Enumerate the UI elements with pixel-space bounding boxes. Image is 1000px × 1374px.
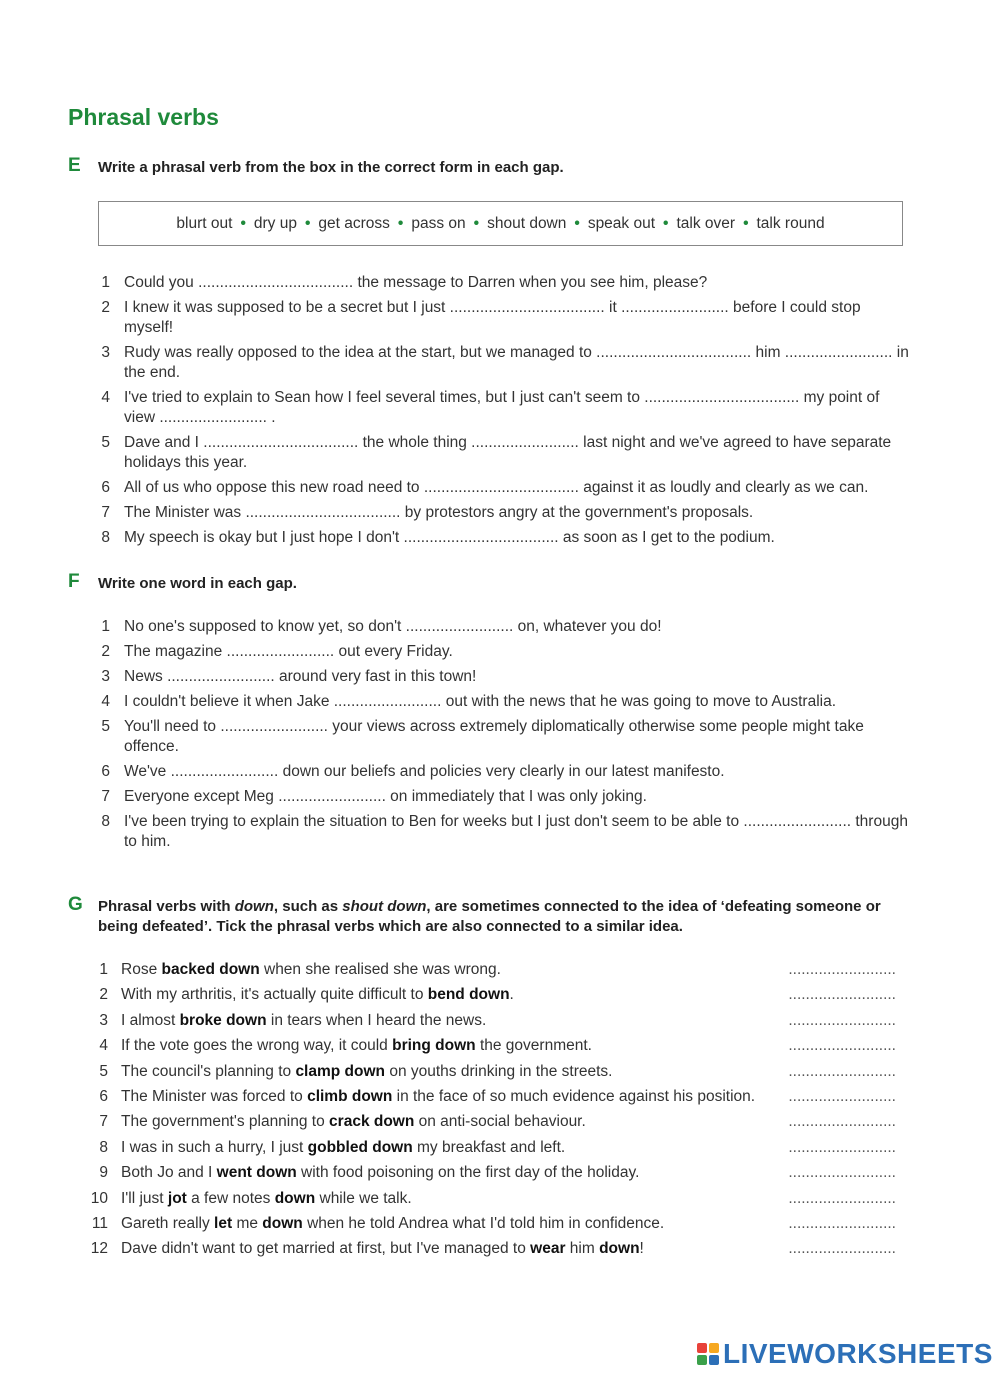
section-letter: G [68, 894, 83, 915]
section-instruction: Write a phrasal verb from the box in the correct form in each gap. [98, 159, 564, 176]
item-text: Both Jo and I went down with food poisoning on the first day of the holiday. [121, 1164, 640, 1182]
item-text: If the vote goes the wrong way, it could bring down the government. [121, 1037, 592, 1055]
section-letter: F [68, 571, 80, 592]
section-g-header [68, 894, 888, 937]
item-text: I knew it was supposed to be a secret but I just .................................... it ......................... before I could stop myself! [124, 299, 861, 336]
exercise-item [92, 812, 912, 852]
word-box [98, 201, 903, 246]
tick-item [84, 1062, 904, 1087]
item-number: 7 [99, 1113, 108, 1131]
logo-text: LIVEWORKSHEETS [723, 1338, 993, 1369]
phrasal-verb: backed down [161, 961, 260, 978]
tick-item [84, 1036, 904, 1061]
item-text: No one's supposed to know yet, so don't ......................... on, whatever you do! [124, 618, 662, 635]
exercise-item [92, 298, 912, 338]
item-number: 8 [99, 1138, 108, 1156]
tick-gap[interactable]: ......................... [788, 1214, 896, 1232]
tick-gap[interactable]: ......................... [788, 986, 896, 1004]
item-number: 2 [101, 299, 110, 316]
item-number: 4 [101, 389, 110, 406]
item-number: 12 [90, 1240, 108, 1258]
bullet-icon: • [574, 214, 580, 232]
item-text: The Minister was .................................... by protestors angry at the government's proposals. [124, 504, 754, 521]
exercise-item [92, 717, 912, 757]
section-instruction: Phrasal verbs with down, such as shout down, are sometimes connected to the idea of ‘defeating someone or being defeated’. Tick the phrasal verbs which are also connected to a similar idea. [98, 898, 881, 935]
tick-item [84, 1189, 904, 1214]
section-g-list [84, 960, 904, 1265]
bullet-icon: • [663, 214, 669, 232]
item-number: 8 [101, 529, 110, 546]
logo-mark-icon [697, 1343, 719, 1365]
item-text: I was in such a hurry, I just gobbled down my breakfast and left. [121, 1138, 566, 1156]
tick-gap[interactable]: ......................... [788, 1138, 896, 1156]
item-text: The Minister was forced to climb down in the face of so much evidence against his position. [121, 1087, 756, 1105]
tick-item [84, 1112, 904, 1137]
exercise-item [92, 787, 912, 807]
section-f-header [68, 571, 888, 594]
item-number: 6 [101, 479, 110, 496]
section-e-header [68, 155, 888, 178]
item-text: News ......................... around very fast in this town! [124, 668, 477, 685]
item-number: 1 [101, 274, 110, 291]
item-number: 5 [101, 718, 110, 735]
phrasal-particle: down [262, 1214, 303, 1232]
tick-item [84, 1138, 904, 1163]
box-word: pass on [411, 214, 466, 232]
item-text: I almost broke down in tears when I heard the news. [121, 1011, 487, 1029]
tick-gap[interactable]: ......................... [788, 961, 896, 978]
item-number: 11 [91, 1214, 108, 1232]
item-number: 7 [101, 504, 110, 521]
tick-gap[interactable]: ......................... [788, 1037, 896, 1055]
section-f-list [92, 617, 912, 857]
item-text: My speech is okay but I just hope I don't .................................... as soon as I get to the podium. [124, 529, 775, 546]
phrasal-verb: went down [216, 1164, 297, 1182]
item-number: 1 [101, 618, 110, 635]
bullet-icon: • [743, 214, 749, 232]
phrasal-particle: down [274, 1189, 316, 1207]
item-number: 1 [99, 961, 108, 978]
item-number: 3 [101, 668, 110, 685]
item-text: The government's planning to crack down on anti-social behaviour. [121, 1113, 586, 1131]
item-text: Rose backed down when she realised she was wrong. [121, 961, 501, 978]
section-e-list [92, 273, 912, 553]
page-title: Phrasal verbs [68, 104, 219, 130]
item-number: 3 [101, 344, 110, 361]
box-word: dry up [253, 214, 297, 232]
tick-item [84, 1087, 904, 1112]
item-number: 4 [101, 693, 110, 710]
item-text: I've been trying to explain the situation to Ben for weeks but I just don't seem to be able to ......................... through to him. [124, 813, 908, 850]
exercise-item [92, 478, 912, 498]
tick-item [84, 1239, 904, 1264]
item-text: Gareth really let me down when he told Andrea what I'd told him in confidence. [121, 1214, 665, 1232]
tick-item [84, 985, 904, 1010]
exercise-item [92, 528, 912, 548]
item-text: The magazine ......................... out every Friday. [124, 643, 453, 660]
exercise-item [92, 617, 912, 637]
bullet-icon: • [397, 214, 404, 232]
tick-gap[interactable]: ......................... [788, 1113, 896, 1131]
phrasal-verb: let [214, 1214, 233, 1232]
phrasal-verb: crack down [329, 1113, 415, 1131]
exercise-item [92, 692, 912, 712]
item-text: Everyone except Meg ......................... on immediately that I was only joking. [124, 788, 647, 805]
exercise-item [92, 343, 912, 383]
bullet-icon: • [473, 214, 480, 232]
item-number: 4 [99, 1037, 108, 1055]
phrasal-particle: down [599, 1240, 640, 1258]
box-word: talk round [756, 214, 825, 232]
bullet-icon: • [304, 214, 311, 232]
item-text: We've ......................... down our beliefs and policies very clearly in our latest manifesto. [124, 763, 725, 780]
phrasal-verb: jot [167, 1189, 187, 1207]
item-text: With my arthritis, it's actually quite difficult to bend down. [121, 986, 514, 1004]
item-number: 5 [101, 434, 110, 451]
item-text: All of us who oppose this new road need to .................................... against it as loudly and clearly as we can. [124, 479, 869, 496]
tick-item [84, 1163, 904, 1188]
item-text: I'll just jot a few notes down while we talk. [121, 1189, 412, 1207]
exercise-item [92, 503, 912, 523]
phrasal-verb: bend down [427, 986, 510, 1004]
box-word: get across [318, 214, 390, 232]
item-text: I've tried to explain to Sean how I feel several times, but I just can't seem to .................................... my point of view ......................... . [124, 389, 880, 426]
item-text: Dave and I .................................... the whole thing ......................... last night and we've agreed to have separate holidays this year. [124, 434, 892, 471]
tick-gap[interactable]: ......................... [788, 1011, 896, 1029]
item-number: 7 [101, 788, 110, 805]
box-word: speak out [587, 214, 656, 232]
phrasal-verb: broke down [179, 1011, 267, 1029]
item-number: 2 [101, 643, 110, 660]
item-number: 9 [99, 1164, 108, 1182]
item-text: The council's planning to clamp down on youths drinking in the streets. [121, 1062, 613, 1080]
exercise-item [92, 667, 912, 687]
item-number: 10 [90, 1189, 108, 1207]
box-word: shout down [487, 214, 567, 232]
exercise-item [92, 762, 912, 782]
section-letter: E [68, 155, 81, 176]
phrasal-verb: climb down [307, 1087, 393, 1105]
tick-gap[interactable]: ......................... [788, 1189, 896, 1207]
tick-gap[interactable]: ......................... [788, 1164, 896, 1182]
bullet-icon: • [240, 214, 246, 232]
phrasal-verb: clamp down [295, 1062, 386, 1080]
liveworksheets-logo [697, 1339, 993, 1369]
box-word: talk over [676, 214, 736, 232]
item-number: 8 [101, 813, 110, 830]
exercise-item [92, 433, 912, 473]
box-word: blurt out [176, 214, 233, 232]
item-number: 2 [99, 986, 108, 1004]
tick-gap[interactable]: ......................... [788, 1062, 896, 1080]
tick-item [84, 1011, 904, 1036]
item-text: Could you .................................... the message to Darren when you see him, please? [124, 274, 708, 291]
phrasal-verb: wear [530, 1240, 566, 1258]
tick-item [84, 1214, 904, 1239]
item-text: I couldn't believe it when Jake ......................... out with the news that he was going to move to Australia. [124, 693, 837, 710]
exercise-item [92, 642, 912, 662]
item-text: You'll need to ......................... your views across extremely diplomatically otherwise some people might take offence. [124, 718, 864, 755]
phrasal-verb: bring down [392, 1037, 476, 1055]
item-number: 5 [99, 1062, 108, 1080]
exercise-item [92, 388, 912, 428]
item-text: Dave didn't want to get married at first, but I've managed to wear him down! [121, 1240, 644, 1258]
tick-gap[interactable]: ......................... [788, 1240, 896, 1258]
section-instruction: Write one word in each gap. [98, 575, 297, 592]
exercise-item [92, 273, 912, 293]
tick-item [84, 960, 904, 985]
item-number: 6 [101, 763, 110, 780]
phrasal-verb: gobbled down [307, 1138, 413, 1156]
item-number: 6 [99, 1087, 108, 1105]
item-text: Rudy was really opposed to the idea at the start, but we managed to .................................... him ......................... in the end. [124, 344, 909, 381]
item-number: 3 [99, 1011, 108, 1029]
tick-gap[interactable]: ......................... [788, 1087, 896, 1105]
